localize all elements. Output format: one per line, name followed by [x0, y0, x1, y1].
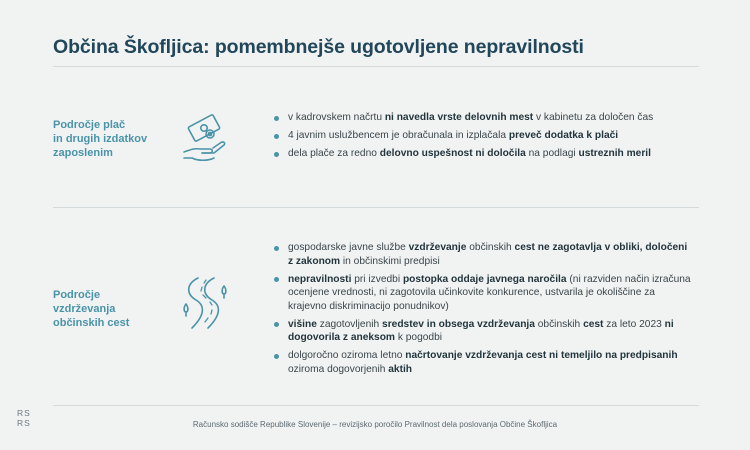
finding-emphasis: višine: [288, 318, 317, 330]
finding-text: dolgoročno oziroma letno: [288, 350, 406, 361]
finding-text: gospodarske javne službe: [288, 242, 409, 253]
list-item: [274, 129, 694, 143]
finding-emphasis: cest ne zagotavlja v obliki, določeni z zakonom: [288, 242, 688, 267]
finding-emphasis: preveč dodatka k plači: [508, 130, 619, 141]
section-label-line: občinskih cest: [53, 317, 130, 329]
finding-emphasis: ni dogovorila z aneksom: [288, 318, 674, 343]
finding-text: 4 javnim uslužbencem je obračunala in izplačala: [288, 130, 509, 141]
finding-emphasis: nepravilnosti: [288, 273, 352, 285]
finding-text: k pogodbi: [395, 332, 443, 343]
finding-text: (ni razviden način izračuna ocenjene vrednosti, ni zagotovila učinkovite konkurence, ustvarila je okoliščine za krajevno diskriminacijo ponudnikov): [288, 273, 691, 312]
finding-text: oziroma dogovorjenih: [288, 363, 389, 375]
finding-text: zagotovljenih: [316, 318, 383, 330]
finding-text: dela plače za redno: [288, 148, 380, 159]
logo-line: RS: [17, 418, 31, 428]
hand-money-icon: [180, 108, 230, 164]
finding-text: občinskih: [466, 242, 515, 253]
section-label-line: vzdrževanja: [53, 303, 116, 315]
list-item: [274, 111, 694, 125]
finding-text: občinskih: [534, 318, 584, 330]
list-item: [274, 241, 694, 268]
finding-emphasis: sredstev in obsega vzdrževanja: [382, 318, 535, 330]
finding-text: pri izvedbi: [351, 273, 403, 285]
footer-divider: [53, 405, 699, 406]
list-item: [274, 349, 694, 376]
winding-road-icon: [178, 274, 232, 332]
finding-emphasis: ustreznih meril: [578, 148, 651, 159]
section-label-line: Področje: [53, 289, 101, 301]
logo-line: RS: [17, 408, 31, 418]
section-divider: [53, 207, 699, 208]
title-divider: [53, 66, 699, 67]
finding-emphasis: ni navedla vrste delovnih mest: [384, 112, 534, 123]
list-item: [274, 318, 694, 345]
roads-findings-list: [274, 241, 694, 376]
finding-emphasis: vzdrževanje: [408, 242, 467, 253]
finding-text: in občinskimi predpisi: [340, 255, 440, 267]
finding-emphasis: cest: [583, 318, 604, 330]
footer-caption: Računsko sodišče Republike Slovenije – revizijsko poročilo Pravilnost dela poslovanja Občine Škofljica: [192, 420, 558, 429]
finding-text: v kabinetu za določen čas: [533, 112, 654, 123]
section-label-line: zaposlenim: [53, 147, 113, 159]
list-item: [274, 147, 694, 161]
finding-emphasis: delovno uspešnost ni določila: [379, 148, 526, 159]
section-label-roads: [53, 288, 129, 330]
finding-text: za leto 2023: [603, 318, 665, 330]
section-label-line: in drugih izdatkov: [53, 133, 148, 145]
finding-text: na podlagi: [525, 148, 579, 159]
list-item: [274, 273, 694, 314]
salaries-findings-list: [274, 111, 694, 161]
finding-emphasis: načrtovanje vzdrževanja cest ni temeljilo na predpisanih: [405, 350, 678, 361]
finding-emphasis: aktih: [388, 363, 413, 375]
section-label-salaries: [53, 118, 147, 160]
page-title: Občina Škofljica: pomembnejše ugotovljene nepravilnosti: [53, 36, 584, 58]
section-label-line: Področje plač: [53, 119, 126, 131]
finding-emphasis: postopka oddaje javnega naročila: [402, 273, 567, 285]
finding-text: v kadrovskem načrtu: [288, 112, 385, 123]
